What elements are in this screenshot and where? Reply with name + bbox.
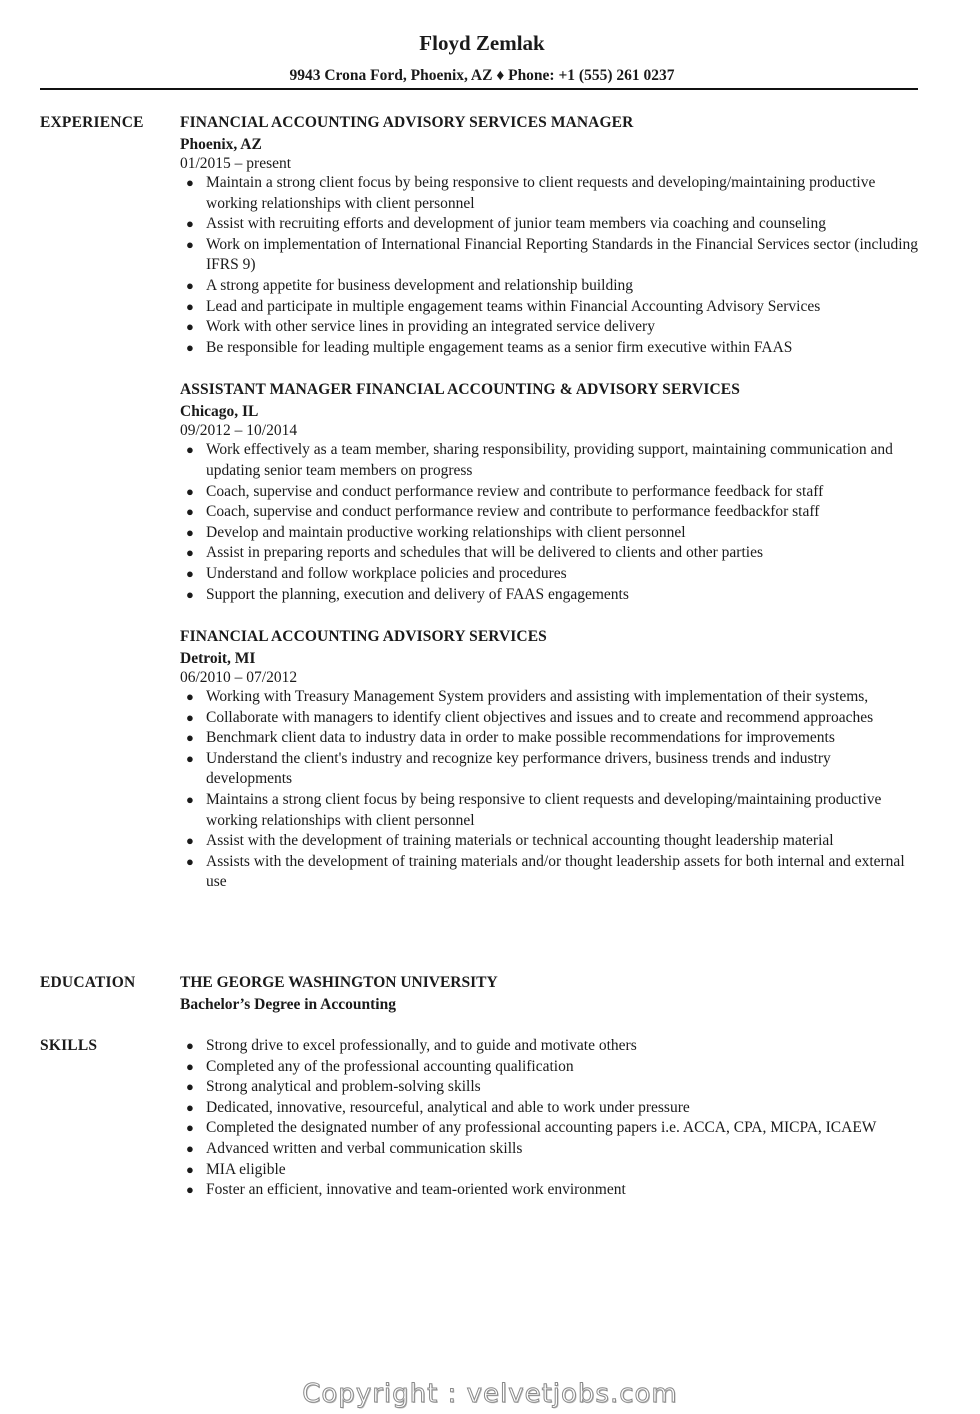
- bullet-item: [180, 338, 920, 359]
- bullet-icon: ●: [186, 277, 194, 293]
- skill-item: [180, 1160, 920, 1181]
- skill-text: Strong analytical and problem-solving skills: [206, 1078, 481, 1096]
- experience-heading: EXPERIENCE: [40, 114, 144, 131]
- job-bullets: [180, 687, 920, 893]
- job-bullets: [180, 440, 920, 605]
- bullet-item: [180, 749, 920, 790]
- bullet-icon: ●: [186, 689, 194, 705]
- bullet-item: [180, 482, 920, 503]
- bullet-icon: ●: [186, 1079, 194, 1095]
- bullet-text: A strong appetite for business development and relationship building: [206, 276, 634, 294]
- bullet-item: [180, 728, 920, 749]
- bullet-text: Understand the client's industry and recognize key performance drivers, business trends and industry developments: [206, 749, 831, 788]
- bullet-icon: ●: [186, 216, 194, 232]
- bullet-icon: ●: [186, 524, 194, 540]
- bullet-item: [180, 708, 920, 729]
- bullet-icon: ●: [186, 586, 194, 602]
- bullet-icon: ●: [186, 175, 194, 190]
- bullet-icon: ●: [186, 1120, 194, 1136]
- bullet-icon: ●: [186, 545, 194, 561]
- bullet-icon: ●: [186, 853, 194, 869]
- header-divider: [40, 88, 918, 90]
- candidate-name: Floyd Zemlak: [419, 31, 545, 55]
- education-entry: [180, 973, 920, 1015]
- copyright-watermark: Copyright : velvetjobs.com: [302, 1379, 678, 1409]
- bullet-icon: ●: [186, 298, 194, 314]
- bullet-icon: ●: [186, 1038, 194, 1053]
- bullet-item: [180, 790, 920, 831]
- bullet-icon: ●: [186, 709, 194, 725]
- bullet-text: Coach, supervise and conduct performance review and contribute to performance feedback for staff: [206, 482, 824, 500]
- bullet-item: [180, 831, 920, 852]
- job-entry: [180, 113, 920, 358]
- job-title: ASSISTANT MANAGER FINANCIAL ACCOUNTING & ADVISORY SERVICES: [180, 381, 740, 399]
- bullet-icon: ●: [186, 1161, 194, 1177]
- bullet-item: [180, 523, 920, 544]
- skill-item: [180, 1077, 920, 1098]
- job-bullets: [180, 173, 920, 358]
- bullet-item: [180, 687, 920, 708]
- bullet-text: Work effectively as a team member, sharing responsibility, providing support, maintaining communication and updating senior team members on progress: [206, 441, 893, 479]
- job-location: Phoenix, AZ: [180, 136, 262, 153]
- bullet-icon: ●: [186, 1140, 194, 1156]
- bullet-text: Assist with recruiting efforts and development of junior team members via coaching and counseling: [206, 215, 826, 233]
- bullet-icon: ●: [186, 1058, 194, 1074]
- skill-text: Dedicated, innovative, resourceful, analytical and able to work under pressure: [206, 1098, 690, 1116]
- skill-item: [180, 1139, 920, 1160]
- bullet-item: [180, 852, 920, 893]
- skill-text: Advanced written and verbal communication skills: [206, 1139, 523, 1157]
- bullet-icon: ●: [186, 236, 194, 252]
- bullet-item: [180, 543, 920, 564]
- bullet-text: Assist with the development of training materials or technical accounting thought leadership material: [206, 832, 834, 850]
- skills-list: [180, 1036, 920, 1201]
- bullet-item: [180, 214, 920, 235]
- bullet-item: [180, 317, 920, 338]
- bullet-text: Understand and follow workplace policies and procedures: [206, 564, 567, 582]
- bullet-icon: ●: [186, 792, 194, 808]
- bullet-text: Maintains a strong client focus by being responsive to client requests and developing/maintaining productive working relationships with client personnel: [206, 791, 882, 829]
- bullet-text: Be responsible for leading multiple engagement teams as a senior firm executive within FAAS: [206, 338, 793, 356]
- bullet-item: [180, 276, 920, 297]
- skill-item: [180, 1057, 920, 1078]
- skill-text: Completed the designated number of any professional accounting papers i.e. ACCA, CPA, MICPA, ICAEW: [206, 1119, 877, 1137]
- job-entry: [180, 627, 920, 893]
- degree-name: Bachelor’s Degree in Accounting: [180, 996, 396, 1013]
- bullet-item: [180, 297, 920, 318]
- skill-text: Completed any of the professional accounting qualification: [206, 1057, 574, 1075]
- bullet-icon: ●: [186, 1182, 194, 1198]
- job-dates: 01/2015 – present: [180, 155, 292, 172]
- education-heading: EDUCATION: [40, 974, 136, 991]
- school-name: THE GEORGE WASHINGTON UNIVERSITY: [180, 974, 498, 991]
- bullet-text: Benchmark client data to industry data in order to make possible recommendations for improvements: [206, 729, 835, 747]
- bullet-icon: ●: [186, 730, 194, 746]
- bullet-text: Work on implementation of International Financial Reporting Standards in the Financial Services sector (including IFRS 9): [206, 235, 919, 274]
- bullet-text: Assist in preparing reports and schedules that will be delivered to clients and other parties: [206, 544, 763, 562]
- bullet-item: [180, 564, 920, 585]
- bullet-text: Working with Treasury Management System providers and assisting with implementation of their systems,: [206, 688, 869, 706]
- skills-bullets: [180, 1036, 920, 1201]
- job-location: Chicago, IL: [180, 403, 259, 421]
- bullet-text: Collaborate with managers to identify client objectives and issues and to create and recommend approaches: [206, 708, 874, 726]
- bullet-text: Support the planning, execution and delivery of FAAS engagements: [206, 585, 629, 603]
- skill-item: [180, 1118, 920, 1139]
- skills-heading: SKILLS: [40, 1037, 98, 1054]
- bullet-item: [180, 585, 920, 606]
- skill-item: [180, 1180, 920, 1201]
- bullet-item: [180, 440, 920, 481]
- contact-line: 9943 Crona Ford, Phoenix, AZ ♦ Phone: +1 (555) 261 0237: [289, 67, 675, 84]
- bullet-text: Lead and participate in multiple engagement teams within Financial Accounting Advisory Services: [206, 297, 821, 315]
- bullet-text: Assists with the development of training materials and/or thought leadership assets for both internal and external use: [206, 852, 905, 891]
- bullet-item: [180, 173, 920, 214]
- bullet-icon: ●: [186, 339, 194, 355]
- skill-item: [180, 1036, 920, 1057]
- bullet-text: Work with other service lines in providing an integrated service delivery: [206, 318, 655, 336]
- job-entry: [180, 380, 920, 605]
- skill-item: [180, 1098, 920, 1119]
- bullet-item: [180, 502, 920, 523]
- skill-text: Foster an efficient, innovative and team-oriented work environment: [206, 1181, 626, 1199]
- job-dates: 09/2012 – 10/2014: [180, 422, 298, 440]
- job-title: FINANCIAL ACCOUNTING ADVISORY SERVICES MANAGER: [180, 114, 634, 131]
- bullet-icon: ●: [186, 442, 194, 458]
- bullet-icon: ●: [186, 750, 194, 766]
- bullet-item: [180, 235, 920, 276]
- bullet-text: Coach, supervise and conduct performance review and contribute to performance feedbackfor staff: [206, 503, 820, 521]
- skill-text: MIA eligible: [206, 1160, 286, 1178]
- bullet-icon: ●: [186, 1099, 194, 1115]
- bullet-text: Maintain a strong client focus by being responsive to client requests and developing/maintaining productive working relationships with client personnel: [206, 174, 876, 212]
- bullet-text: Develop and maintain productive working relationships with client personnel: [206, 523, 686, 541]
- bullet-icon: ●: [186, 504, 194, 520]
- job-dates: 06/2010 – 07/2012: [180, 669, 298, 687]
- job-location: Detroit, MI: [180, 650, 256, 668]
- bullet-icon: ●: [186, 565, 194, 581]
- job-title: FINANCIAL ACCOUNTING ADVISORY SERVICES: [180, 628, 547, 646]
- bullet-icon: ●: [186, 833, 194, 849]
- bullet-icon: ●: [186, 319, 194, 335]
- bullet-icon: ●: [186, 483, 194, 499]
- experience-list: [180, 113, 920, 915]
- skill-text: Strong drive to excel professionally, and to guide and motivate others: [206, 1037, 637, 1054]
